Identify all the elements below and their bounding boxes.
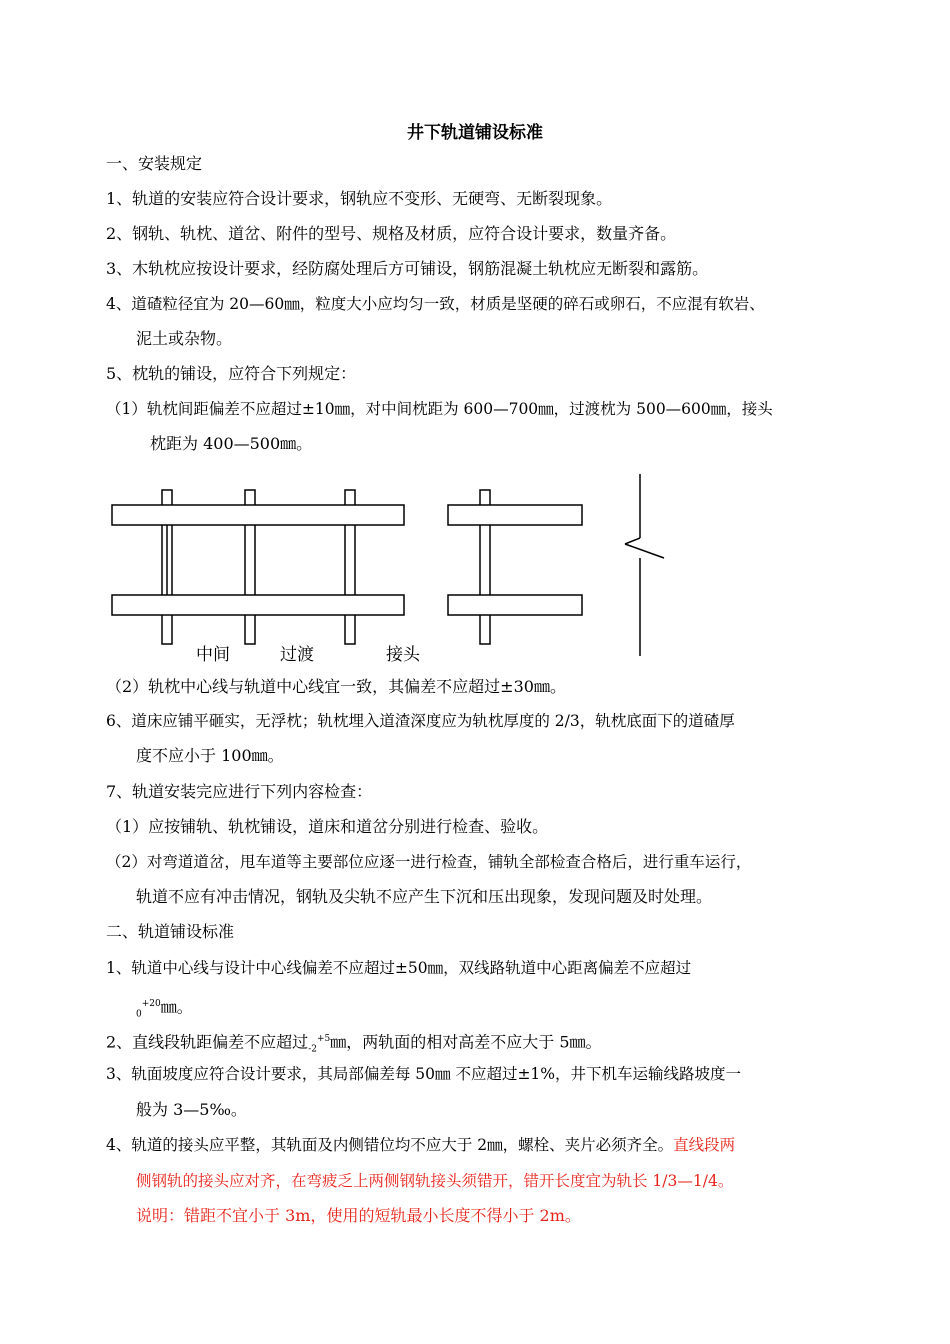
standard-1-line2 xyxy=(136,993,193,1026)
standard-4-line2: 侧钢轨的接头应对齐，在弯疲乏上两侧钢轨接头须错开，错开长度宜为轨长 1/3—1/4。 xyxy=(136,1172,734,1190)
rule-5: 5、枕轨的铺设，应符合下列规定： xyxy=(106,364,357,383)
standard-2 xyxy=(106,1028,602,1061)
sleeper-diagram-svg xyxy=(0,468,950,668)
label-middle: 中间 xyxy=(196,645,230,665)
rail-bottom-right xyxy=(448,595,582,615)
standard-2-post: ㎜，两轨面的相对高差不应大于 5㎜。 xyxy=(330,1032,602,1052)
rule-3: 3、木轨枕应按设计要求，经防腐处理后方可铺设，钢筋混凝土轨枕应无断裂和露筋。 xyxy=(106,259,709,278)
rail-top-right xyxy=(448,505,582,525)
tolerance-lower: 0 xyxy=(136,1009,142,1020)
page-title: 井下轨道铺设标准 xyxy=(407,123,543,143)
rule-7-2-line2: 轨道不应有冲击情况，钢轨及尖轨不应产生下沉和压出现象，发现问题及时处理。 xyxy=(136,887,713,906)
section1-heading: 一、安装规定 xyxy=(106,154,203,173)
rule-5-2: （2）轨枕中心线与轨道中心线宜一致，其偏差不应超过±30㎜。 xyxy=(106,677,566,696)
section2-heading: 二、轨道铺设标准 xyxy=(106,922,235,941)
rule-4-line2: 泥土或杂物。 xyxy=(136,329,233,348)
standard-3-line1: 3、轨面坡度应符合设计要求，其局部偏差每 50㎜ 不应超过±1%，井下机车运输线路坡度一 xyxy=(106,1065,742,1083)
standard-4-line1 xyxy=(106,1134,735,1156)
rule-4-line1: 4、道碴粒径宜为 20—60㎜，粒度大小应均匀一致，材质是坚硬的碎石或卵石，不应混有软岩、 xyxy=(106,295,765,313)
rule-6-line2: 度不应小于 100㎜。 xyxy=(136,746,284,765)
rule-2: 2、钢轨、轨枕、道岔、附件的型号、规格及材质，应符合设计要求，数量齐备。 xyxy=(106,224,677,243)
rule-7: 7、轨道安装完应进行下列内容检查： xyxy=(106,782,373,801)
sleeper-spacing-diagram xyxy=(0,468,950,668)
gauge-tolerance-upper: +5 xyxy=(316,1034,331,1044)
standard-2-pre: 2、直线段轨距偏差不应超过 xyxy=(106,1032,309,1052)
rule-7-1: （1）应按铺轨、轨枕铺设，道床和道岔分别进行检查、验收。 xyxy=(106,817,549,836)
label-joint: 接头 xyxy=(386,645,420,665)
rule-6-line1: 6、道床应铺平砸实，无浮枕；轨枕埋入道渣深度应为轨枕厚度的 2/3，轨枕底面下的道碴厚 xyxy=(106,712,735,730)
rule-7-2-line1: （2）对弯道道岔，甩车道等主要部位应逐一进行检查，铺轨全部检查合格后，进行重车运行， xyxy=(106,853,752,871)
standard-4-highlight: 直线段两 xyxy=(673,1136,736,1154)
rail-bottom-left xyxy=(112,595,404,615)
rail-top-left xyxy=(112,505,404,525)
rule-1: 1、轨道的安装应符合设计要求，钢轨应不变形、无硬弯、无断裂现象。 xyxy=(106,189,613,208)
break-line-symbol xyxy=(625,474,664,656)
rule-5-1-line2: 枕距为 400—500㎜。 xyxy=(150,434,313,453)
rule-5-1-line1: （1）轨枕间距偏差不应超过±10㎜，对中间枕距为 600—700㎜，过渡枕为 500—600㎜，接头 xyxy=(106,400,773,418)
tolerance-upper: +20 xyxy=(141,999,161,1009)
standard-1-line1: 1、轨道中心线与设计中心线偏差不应超过±50㎜，双线路轨道中心距离偏差不应超过 xyxy=(106,959,692,977)
standard-4-note: 说明：错距不宜小于 3m，使用的短轨最小长度不得小于 2m。 xyxy=(136,1206,581,1225)
standard-3-line2: 般为 3—5‰。 xyxy=(136,1100,247,1119)
unit-text: ㎜。 xyxy=(160,997,193,1017)
gauge-tolerance-lower: -2 xyxy=(308,1044,317,1055)
label-transition: 过渡 xyxy=(280,645,314,665)
standard-4-text: 4、轨道的接头应平整，其轨面及内侧错位均不应大于 2㎜，螺栓、夹片必须齐全。 xyxy=(106,1136,674,1154)
